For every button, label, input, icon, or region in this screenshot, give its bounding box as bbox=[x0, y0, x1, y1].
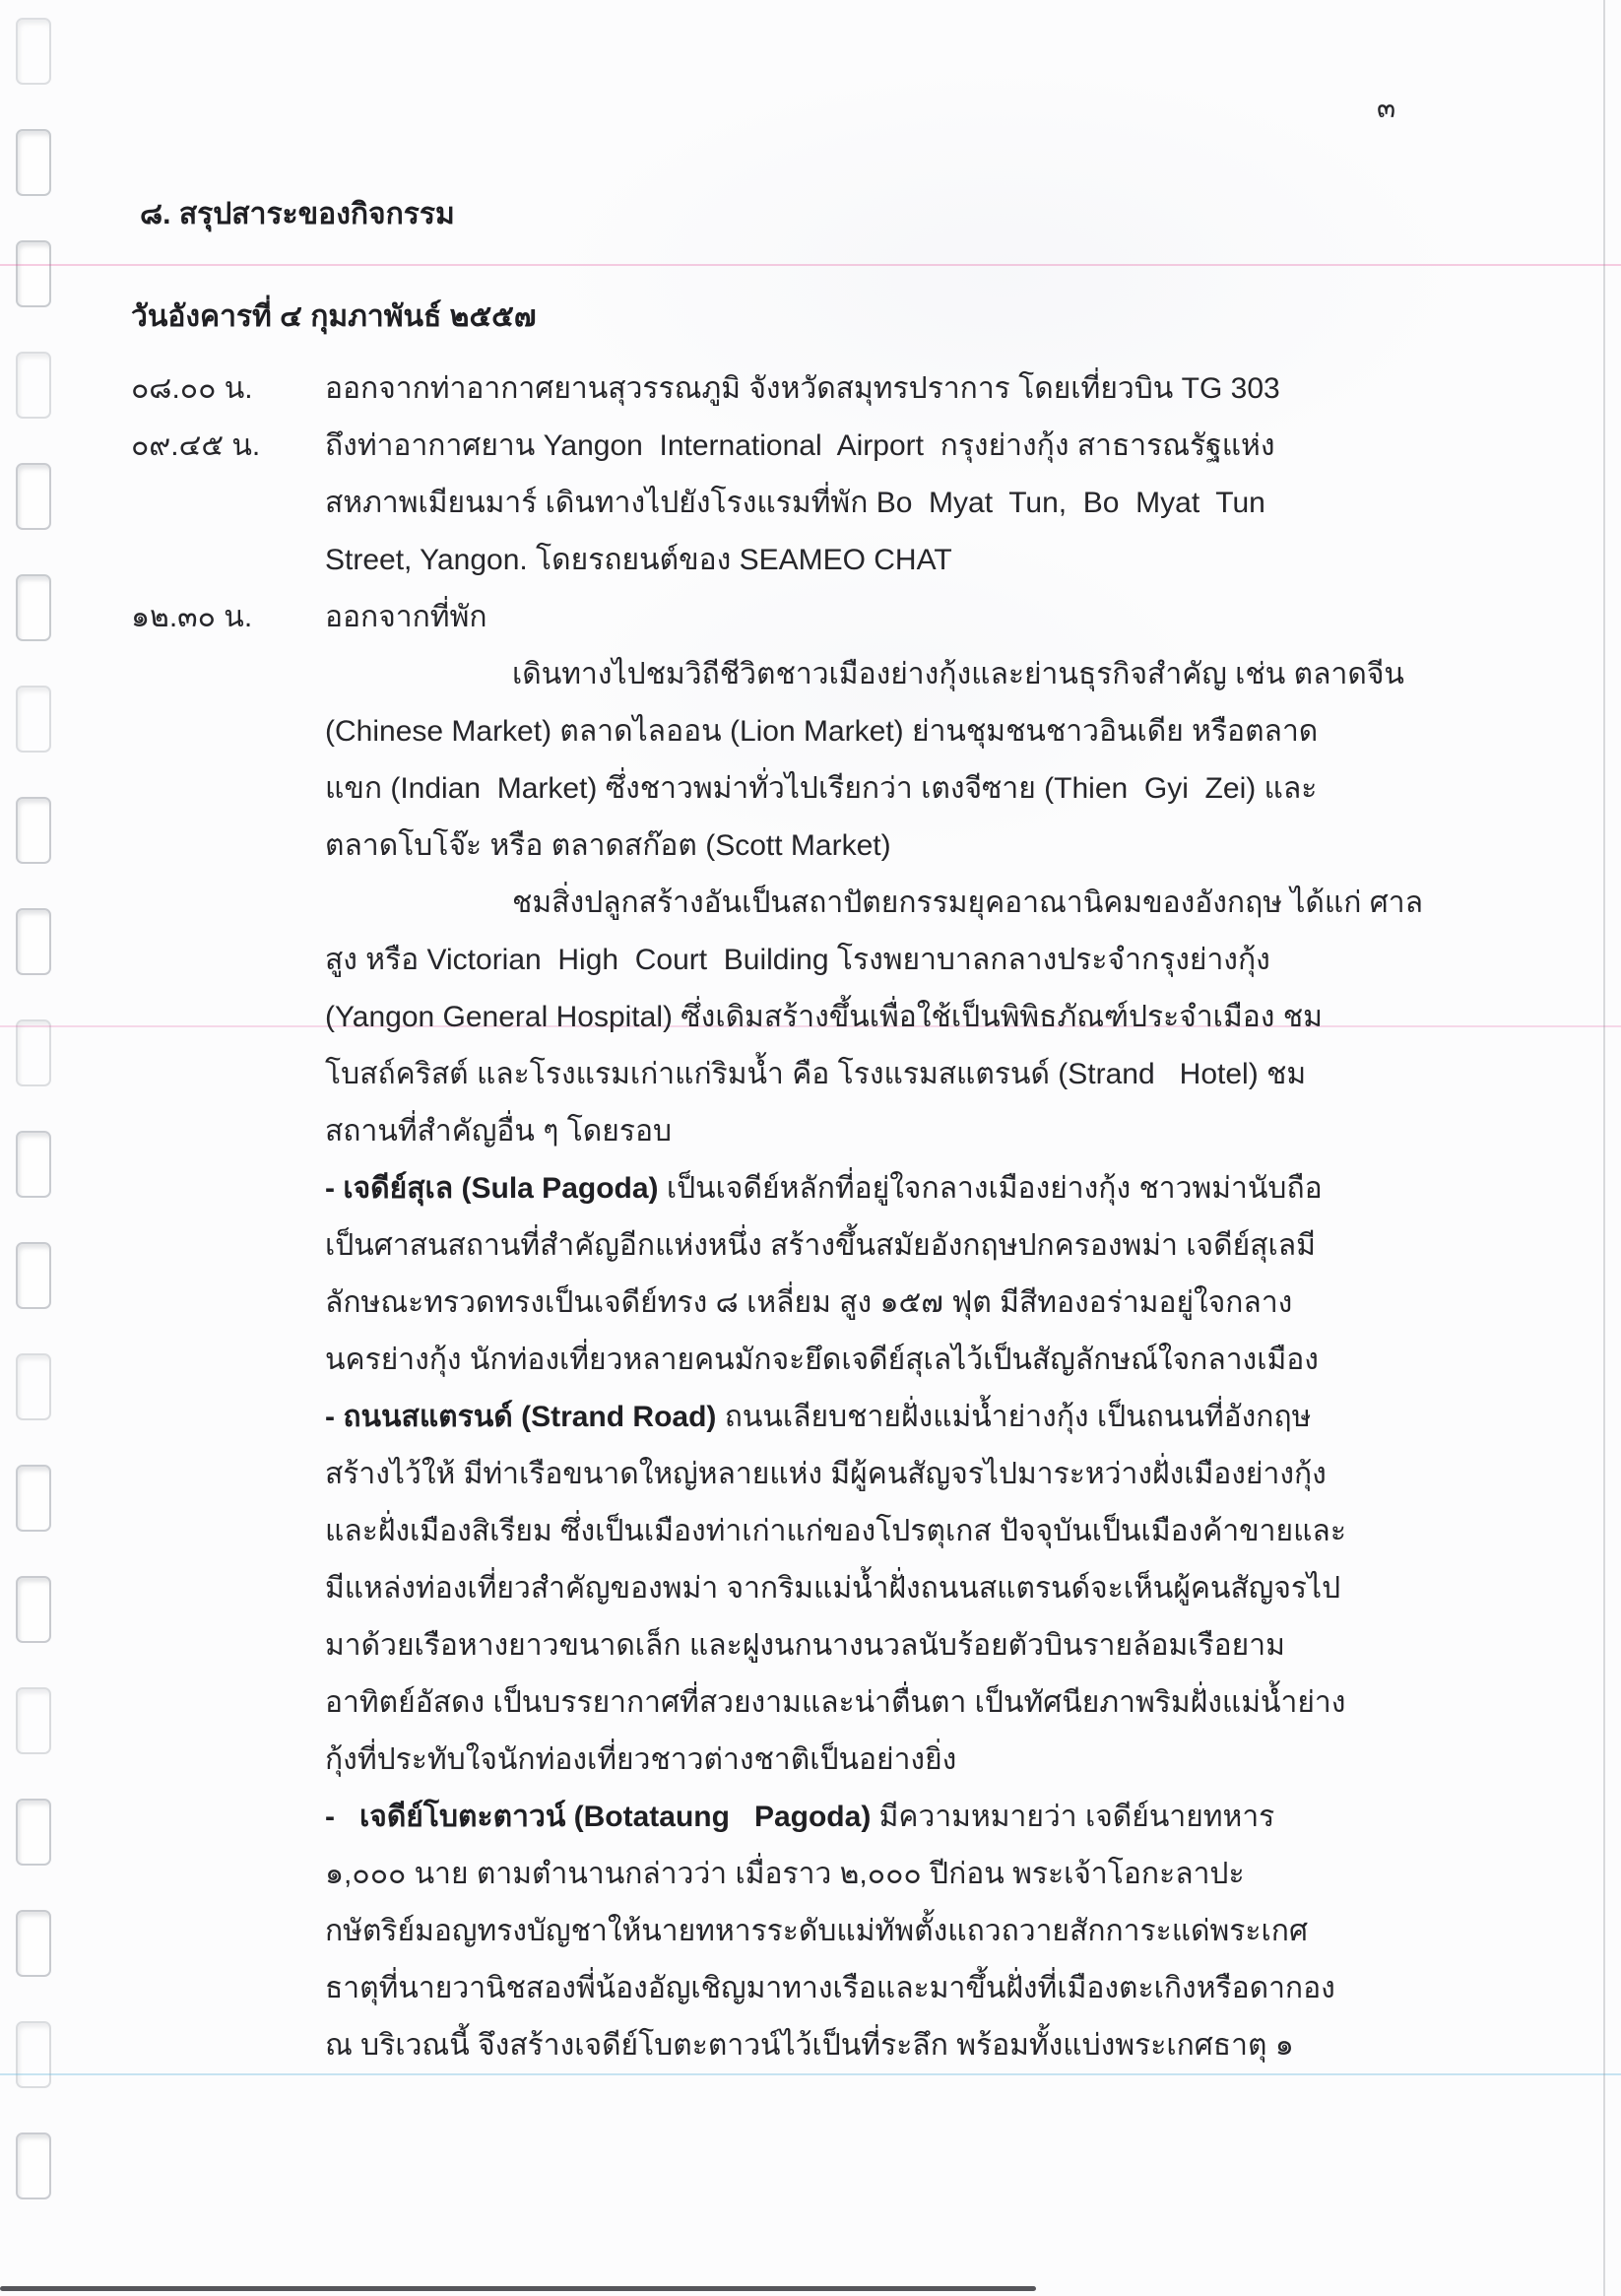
binding-hole bbox=[16, 1465, 51, 1532]
text-line: นครย่างกุ้ง นักท่องเที่ยวหลายคนมักจะยึดเจดีย์สุเลไว้เป็นสัญลักษณ์ใจกลางเมือง bbox=[325, 1344, 1319, 1376]
text-line: ออกจากท่าอากาศยานสุวรรณภูมิ จังหวัดสมุทรปราการ โดยเที่ยวบิน TG 303 bbox=[325, 372, 1280, 405]
binding-strip bbox=[0, 0, 69, 2296]
binding-hole bbox=[16, 1019, 51, 1086]
schedule-text bbox=[325, 418, 1434, 589]
text-line: (Chinese Market) ตลาดไลออน (Lion Market) ย่านชุมชนชาวอินเดีย หรือตลาด bbox=[325, 715, 1319, 748]
body-text-column bbox=[325, 646, 1448, 2074]
text-line: สร้างไว้ให้ มีท่าเรือขนาดใหญ่หลายแห่ง มีผู้คนสัญจรไปมาระหว่างฝั่งเมืองย่างกุ้ง bbox=[325, 1458, 1327, 1490]
text-line: มาด้วยเรือหางยาวขนาดเล็ก และฝูงนกนางนวลนับร้อยตัวบินรายล้อมเรือยาม bbox=[325, 1629, 1285, 1662]
text-line: ถึงท่าอากาศยาน Yangon International Airport กรุงย่างกุ้ง สาธารณรัฐแห่ง bbox=[325, 429, 1275, 462]
binding-hole bbox=[16, 352, 51, 419]
binding-hole bbox=[16, 463, 51, 530]
text-line: กุ้งที่ประทับใจนักท่องเที่ยวชาวต่างชาติเป็นอย่างยิ่ง bbox=[325, 1743, 957, 1776]
scan-edge-bottom bbox=[0, 2286, 1036, 2291]
binding-hole bbox=[16, 1242, 51, 1309]
page-number: ๓ bbox=[1377, 93, 1396, 123]
binding-hole bbox=[16, 1687, 51, 1754]
bullet-lead-rest: ถนนเลียบชายฝั่งแม่น้ำย่างกุ้ง เป็นถนนที่อังกฤษ bbox=[716, 1401, 1312, 1433]
schedule-row bbox=[131, 361, 1434, 418]
binding-hole bbox=[16, 2021, 51, 2088]
text-line: และฝั่งเมืองสิเรียม ซึ่งเป็นเมืองท่าเก่าแก่ของโปรตุเกส ปัจจุบันเป็นเมืองค้าขายและ bbox=[325, 1515, 1346, 1547]
binding-hole bbox=[16, 1799, 51, 1866]
bullet-lead-line bbox=[325, 1389, 1448, 1446]
bullet-botataung-pagoda bbox=[325, 1789, 1448, 2074]
text-line: สูง หรือ Victorian High Court Building โรงพยาบาลกลางประจำกรุงย่างกุ้ง bbox=[325, 944, 1270, 976]
schedule-row bbox=[131, 589, 1434, 646]
text-line: ธาตุที่นายวานิชสองพี่น้องอัญเชิญมาทางเรือและมาขึ้นฝั่งที่เมืองตะเกิงหรือดากอง bbox=[325, 1972, 1335, 2004]
binding-hole bbox=[16, 1910, 51, 1977]
binding-hole bbox=[16, 129, 51, 196]
scan-artifact-pink-line-1 bbox=[0, 264, 1621, 266]
binding-hole bbox=[16, 574, 51, 641]
schedule-row bbox=[131, 418, 1434, 589]
text-line: สถานที่สำคัญอื่น ๆ โดยรอบ bbox=[325, 1115, 673, 1148]
schedule-text bbox=[325, 361, 1434, 418]
binding-hole bbox=[16, 1131, 51, 1198]
text-line: เดินทางไปชมวิถีชีวิตชาวเมืองย่างกุ้งและย่านธุรกิจสำคัญ เช่น ตลาดจีน bbox=[512, 658, 1404, 690]
text-line: Street, Yangon. โดยรถยนต์ของ SEAMEO CHAT bbox=[325, 544, 952, 576]
page-edge-right bbox=[1603, 0, 1605, 2296]
paragraph-colonial-architecture bbox=[325, 875, 1448, 1160]
bullet-lead-rest: เป็นเจดีย์หลักที่อยู่ใจกลางเมืองย่างกุ้ง ชาวพม่านับถือ bbox=[658, 1172, 1323, 1205]
binding-hole bbox=[16, 908, 51, 975]
bullet-lead-line bbox=[325, 1789, 1448, 1846]
text-line: เป็นศาสนสถานที่สำคัญอีกแห่งหนึ่ง สร้างขึ้นสมัยอังกฤษปกครองพม่า เจดีย์สุเลมี bbox=[325, 1229, 1316, 1262]
time-label: ๐๘.๐๐ น. bbox=[131, 372, 253, 405]
schedule-text bbox=[325, 589, 1434, 646]
text-line: แขก (Indian Market) ซึ่งชาวพม่าทั่วไปเรียกว่า เตงจีซาย (Thien Gyi Zei) และ bbox=[325, 772, 1318, 805]
text-line: ณ บริเวณนี้ จึงสร้างเจดีย์โบตะตาวน์ไว้เป็นที่ระลึก พร้อมทั้งแบ่งพระเกศธาตุ ๑ bbox=[325, 2029, 1294, 2062]
bullet-sula-pagoda bbox=[325, 1160, 1448, 1389]
section-heading: ๘. สรุปสาระของกิจกรรม bbox=[140, 198, 455, 230]
date-heading: วันอังคารที่ ๔ กุมภาพันธ์ ๒๕๕๗ bbox=[131, 300, 537, 333]
bullet-lead-line bbox=[325, 1160, 1448, 1217]
itinerary-schedule bbox=[131, 361, 1434, 646]
binding-hole bbox=[16, 18, 51, 85]
binding-hole bbox=[16, 240, 51, 307]
text-line: ลักษณะทรวดทรงเป็นเจดีย์ทรง ๘ เหลี่ยม สูง ๑๕๗ ฟุต มีสีทองอร่ามอยู่ใจกลาง bbox=[325, 1286, 1293, 1319]
text-line: (Yangon General Hospital) ซึ่งเดิมสร้างขึ้นเพื่อใช้เป็นพิพิธภัณฑ์ประจำเมือง ชม bbox=[325, 1001, 1323, 1033]
binding-hole bbox=[16, 2132, 51, 2199]
text-line: ชมสิ่งปลูกสร้างอันเป็นสถาปัตยกรรมยุคอาณานิคมของอังกฤษ ได้แก่ ศาล bbox=[512, 886, 1424, 919]
binding-hole bbox=[16, 1576, 51, 1643]
bullet-lead-bold: - เจดีย์โบตะตาวน์ (Botataung Pagoda) bbox=[325, 1801, 872, 1833]
text-line: มีแหล่งท่องเที่ยวสำคัญของพม่า จากริมแม่น้ำฝั่งถนนสแตรนด์จะเห็นผู้คนสัญจรไป bbox=[325, 1572, 1341, 1605]
text-line: ออกจากที่พัก bbox=[325, 601, 487, 633]
bullet-strand-road bbox=[325, 1389, 1448, 1789]
bullet-lead-rest: มีความหมายว่า เจดีย์นายทหาร bbox=[871, 1801, 1275, 1833]
text-line: อาทิตย์อัสดง เป็นบรรยากาศที่สวยงามและน่าตื่นตา เป็นทัศนียภาพริมฝั่งแม่น้ำย่าง bbox=[325, 1686, 1346, 1719]
text-line: สหภาพเมียนมาร์ เดินทางไปยังโรงแรมที่พัก Bo Myat Tun, Bo Myat Tun bbox=[325, 487, 1265, 519]
text-line: กษัตริย์มอญทรงบัญชาให้นายทหารระดับแม่ทัพตั้งแถวถวายสักการะแด่พระเกศ bbox=[325, 1915, 1308, 1947]
text-line: โบสถ์คริสต์ และโรงแรมเก่าแก่ริมน้ำ คือ โรงแรมสแตรนด์ (Strand Hotel) ชม bbox=[325, 1058, 1307, 1090]
bullet-lead-bold: - เจดีย์สุเล (Sula Pagoda) bbox=[325, 1172, 659, 1205]
bullet-lead-bold: - ถนนสแตรนด์ (Strand Road) bbox=[325, 1401, 717, 1433]
binding-hole bbox=[16, 686, 51, 753]
paragraph-city-tour bbox=[325, 646, 1448, 875]
time-label: ๐๙.๔๕ น. bbox=[131, 429, 261, 462]
binding-hole bbox=[16, 1353, 51, 1420]
text-line: ตลาดโบโจ๊ะ หรือ ตลาดสก๊อต (Scott Market) bbox=[325, 829, 891, 862]
time-label: ๑๒.๓๐ น. bbox=[131, 601, 253, 633]
binding-hole bbox=[16, 797, 51, 864]
text-line: ๑,๐๐๐ นาย ตามตำนานกล่าวว่า เมื่อราว ๒,๐๐๐ ปีก่อน พระเจ้าโอกะลาปะ bbox=[325, 1858, 1245, 1890]
